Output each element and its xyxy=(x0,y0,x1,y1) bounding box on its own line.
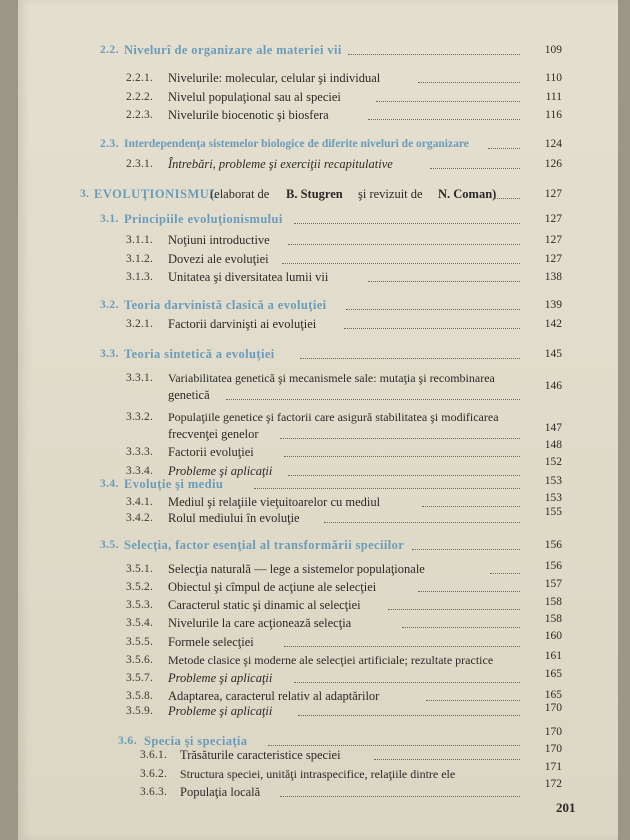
entry-page: 111 xyxy=(545,91,562,103)
chapter-author-1: B. Stugren xyxy=(286,187,343,201)
entry-page: 170 xyxy=(544,702,562,714)
toc-entry[interactable] xyxy=(18,89,618,105)
entry-number: 3.4.1. xyxy=(126,496,154,508)
entry-title: Specia şi speciaţia xyxy=(144,734,248,748)
entry-page: 160 xyxy=(544,630,562,642)
toc-entry[interactable] xyxy=(18,42,618,58)
leader-dots xyxy=(422,506,520,507)
entry-page: 157 xyxy=(544,578,562,590)
entry-number: 3.6.2. xyxy=(140,768,168,780)
entry-number: 3.2. xyxy=(100,299,119,311)
leader-dots xyxy=(282,263,520,264)
entry-title: Nivelurile la care acţionează selecţia xyxy=(168,616,352,630)
entry-title: Populaţia locală xyxy=(180,785,261,799)
entry-title: Mediul şi relaţiile vieţuitoarelor cu mediul xyxy=(168,495,381,509)
chapter-credit-mid: şi revizuit de xyxy=(358,187,423,201)
leader-dots xyxy=(324,522,520,523)
leader-dots xyxy=(288,244,520,245)
entry-title-continued: genetică xyxy=(168,388,210,402)
toc-entry[interactable] xyxy=(18,107,618,123)
entry-number: 3.5.8. xyxy=(126,690,154,702)
toc-entry[interactable] xyxy=(18,136,618,152)
entry-title: Structura speciei, unităţi intraspecifice, relaţiile dintre ele xyxy=(180,767,456,781)
entry-title: Probleme şi aplicaţii xyxy=(168,464,273,478)
entry-title: Metode clasice şi moderne ale selecţiei artificiale; rezultate practice xyxy=(168,653,494,667)
entry-number: 2.2.1. xyxy=(126,72,154,84)
entry-page: 126 xyxy=(544,158,562,170)
entry-page: 147 xyxy=(544,422,562,434)
entry-title: Variabilitatea genetică şi mecanismele sale: mutaţia şi recombinarea xyxy=(168,371,495,385)
entry-number: 3.5.2. xyxy=(126,581,154,593)
entry-page: 153 xyxy=(544,492,562,504)
entry-title-continued: frecvenţei genelor xyxy=(168,427,259,441)
entry-page: 142 xyxy=(544,318,562,330)
toc-entry[interactable] xyxy=(18,506,618,526)
entry-page: 156 xyxy=(544,539,562,551)
toc-entry[interactable] xyxy=(18,70,618,86)
book-page xyxy=(18,0,618,840)
entry-title: Factorii evoluţiei xyxy=(168,445,254,459)
entry-number: 3.5.5. xyxy=(126,636,154,648)
toc-entry[interactable] xyxy=(18,211,618,227)
leader-dots xyxy=(374,759,520,760)
entry-number: 3.1.3. xyxy=(126,271,154,283)
entry-number: 2.2. xyxy=(100,44,119,56)
entry-page: 110 xyxy=(545,72,562,84)
leader-dots xyxy=(488,148,520,149)
entry-page: 116 xyxy=(545,109,562,121)
leader-dots xyxy=(412,549,520,550)
entry-number: 3.3. xyxy=(100,348,119,360)
entry-title: Factorii darvinişti ai evoluţiei xyxy=(168,317,317,331)
toc-entry[interactable] xyxy=(18,297,618,313)
entry-page: 153 xyxy=(544,475,562,487)
toc-entry[interactable] xyxy=(18,316,618,332)
toc-entry[interactable] xyxy=(18,778,618,799)
entry-number: 3.4.2. xyxy=(126,512,154,524)
entry-page: 127 xyxy=(544,213,562,225)
entry-title: Teoria darvinistă clasică a evoluţiei xyxy=(124,298,327,312)
entry-page: 152 xyxy=(544,456,562,468)
chapter-credit-pre: (elaborat de xyxy=(210,187,270,201)
entry-page: 146 xyxy=(544,380,562,392)
entry-number: 3.3.4. xyxy=(126,465,154,477)
toc-entry[interactable] xyxy=(18,537,618,553)
entry-page: 148 xyxy=(544,439,562,451)
entry-number: 3.5. xyxy=(100,539,119,551)
entry-number: 3.5.3. xyxy=(126,599,154,611)
leader-dots xyxy=(494,198,520,199)
toc-entry[interactable] xyxy=(18,670,618,686)
toc-chapter-entry[interactable] xyxy=(18,186,618,202)
entry-number: 2.3.1. xyxy=(126,158,154,170)
entry-title: Unitatea şi diversitatea lumii vii xyxy=(168,270,329,284)
entry-title: Dovezi ale evoluţiei xyxy=(168,252,269,266)
entry-title: Nivelul populaţional sau al speciei xyxy=(168,90,341,104)
leader-dots xyxy=(426,700,520,701)
chapter-author-2: N. Coman) xyxy=(438,187,497,201)
leader-dots xyxy=(226,399,520,400)
entry-title: Trăsăturile caracteristice speciei xyxy=(180,748,341,762)
toc-entry-continuation[interactable] xyxy=(18,380,618,403)
toc-entry[interactable] xyxy=(18,156,618,172)
entry-title: Populaţiile genetice şi factorii care asigură stabilitatea şi modificarea xyxy=(168,410,499,424)
entry-title: Adaptarea, caracterul relativ al adaptărilor xyxy=(168,689,380,703)
leader-dots xyxy=(298,715,520,716)
leader-dots xyxy=(388,609,520,610)
leader-dots xyxy=(294,223,520,224)
entry-page: 170 xyxy=(544,743,562,755)
entry-number: 3.6.3. xyxy=(140,786,168,798)
entry-title: Nivelurile: molecular, celular şi individual xyxy=(168,71,381,85)
entry-number: 3.1. xyxy=(100,213,119,225)
entry-page: 109 xyxy=(544,44,562,56)
leader-dots xyxy=(346,309,520,310)
entry-title: Evoluţie şi mediu xyxy=(124,477,224,491)
entry-page: 139 xyxy=(544,299,562,311)
toc-entry[interactable] xyxy=(18,561,618,577)
leader-dots xyxy=(368,281,520,282)
entry-page: 155 xyxy=(544,506,562,518)
entry-page: 170 xyxy=(544,726,562,738)
leader-dots xyxy=(376,101,520,102)
entry-number: 3.1.2. xyxy=(126,253,154,265)
entry-title: Selecţia, factor esenţial al transformării speciilor xyxy=(124,538,405,552)
leader-dots xyxy=(368,119,520,120)
leader-dots xyxy=(284,456,520,457)
entry-page: 171 xyxy=(544,761,562,773)
entry-title: Întrebări, probleme şi exerciţii recapitulative xyxy=(168,157,393,171)
leader-dots xyxy=(280,796,520,797)
toc-entry[interactable] xyxy=(18,232,618,248)
entry-page: 161 xyxy=(544,650,562,662)
entry-number: 3.5.4. xyxy=(126,617,154,629)
leader-dots xyxy=(300,358,520,359)
entry-number: 3.3.2. xyxy=(126,411,154,423)
entry-number: 3.3.1. xyxy=(126,372,154,384)
entry-number: 3.2.1. xyxy=(126,318,154,330)
entry-number: 3.5.7. xyxy=(126,672,154,684)
entry-page: 127 xyxy=(544,234,562,246)
entry-page: 158 xyxy=(544,613,562,625)
entry-page: 158 xyxy=(544,596,562,608)
toc-entry[interactable] xyxy=(18,703,618,719)
entry-number: 3.3.3. xyxy=(126,446,154,458)
leader-dots xyxy=(418,591,520,592)
entry-number: 3.5.9. xyxy=(126,705,154,717)
entry-title: Obiectul şi cîmpul de acţiune ale selecţiei xyxy=(168,580,377,594)
entry-page: 138 xyxy=(544,271,562,283)
chapter-title: EVOLUŢIONISMUL xyxy=(94,187,219,201)
entry-page: 156 xyxy=(544,560,562,572)
entry-title: Probleme şi aplicaţii xyxy=(168,704,273,718)
entry-page: 127 xyxy=(544,188,562,200)
entry-title: Principiile evoluţionismului xyxy=(124,212,283,226)
entry-title: Caracterul static şi dinamic al selecţiei xyxy=(168,598,361,612)
entry-title: Nivelurile biocenotic şi biosfera xyxy=(168,108,329,122)
entry-number: 3.5.6. xyxy=(126,654,154,666)
entry-number: 3.4. xyxy=(100,478,119,490)
entry-title: Teoria sintetică a evoluţiei xyxy=(124,347,275,361)
toc-entry[interactable] xyxy=(18,251,618,267)
page-number: 201 xyxy=(556,800,576,815)
entry-number: 2.2.2. xyxy=(126,91,154,103)
entry-title: Interdependenţa sistemelor biologice de diferite niveluri de organizare xyxy=(124,138,469,150)
toc-entry[interactable] xyxy=(18,346,618,362)
leader-dots xyxy=(418,82,520,83)
entry-title: Selecţia naturală — lege a sistemelor populaţionale xyxy=(168,562,425,576)
entry-number: 3.6.1. xyxy=(140,749,168,761)
entry-title: Rolul mediului în evoluţie xyxy=(168,511,300,525)
entry-page: 165 xyxy=(544,689,562,701)
leader-dots xyxy=(430,168,520,169)
entry-title: Nivelurî de organizare ale materiei vii xyxy=(124,43,342,57)
entry-page: 124 xyxy=(544,138,562,150)
entry-title: Formele selecţiei xyxy=(168,635,254,649)
leader-dots xyxy=(254,488,520,489)
leader-dots xyxy=(344,328,520,329)
toc-entry[interactable] xyxy=(18,269,618,285)
entry-page: 127 xyxy=(544,253,562,265)
entry-page: 145 xyxy=(544,348,562,360)
toc-entry[interactable] xyxy=(18,433,618,459)
leader-dots xyxy=(402,627,520,628)
leader-dots xyxy=(284,646,520,647)
leader-dots xyxy=(294,682,520,683)
entry-page: 165 xyxy=(544,668,562,680)
entry-number: 2.3. xyxy=(100,138,119,150)
entry-number: 3.1.1. xyxy=(126,234,154,246)
entry-number: 3. xyxy=(80,188,90,200)
leader-dots xyxy=(490,573,520,574)
entry-title: Noţiuni introductive xyxy=(168,233,270,247)
entry-title: Probleme şi aplicaţii xyxy=(168,671,273,685)
entry-number: 3.6. xyxy=(118,735,137,747)
toc-entry[interactable] xyxy=(18,579,618,595)
entry-number: 3.5.1. xyxy=(126,563,154,575)
entry-page: 172 xyxy=(544,778,562,790)
entry-number: 2.2.3. xyxy=(126,109,154,121)
leader-dots xyxy=(348,54,520,55)
